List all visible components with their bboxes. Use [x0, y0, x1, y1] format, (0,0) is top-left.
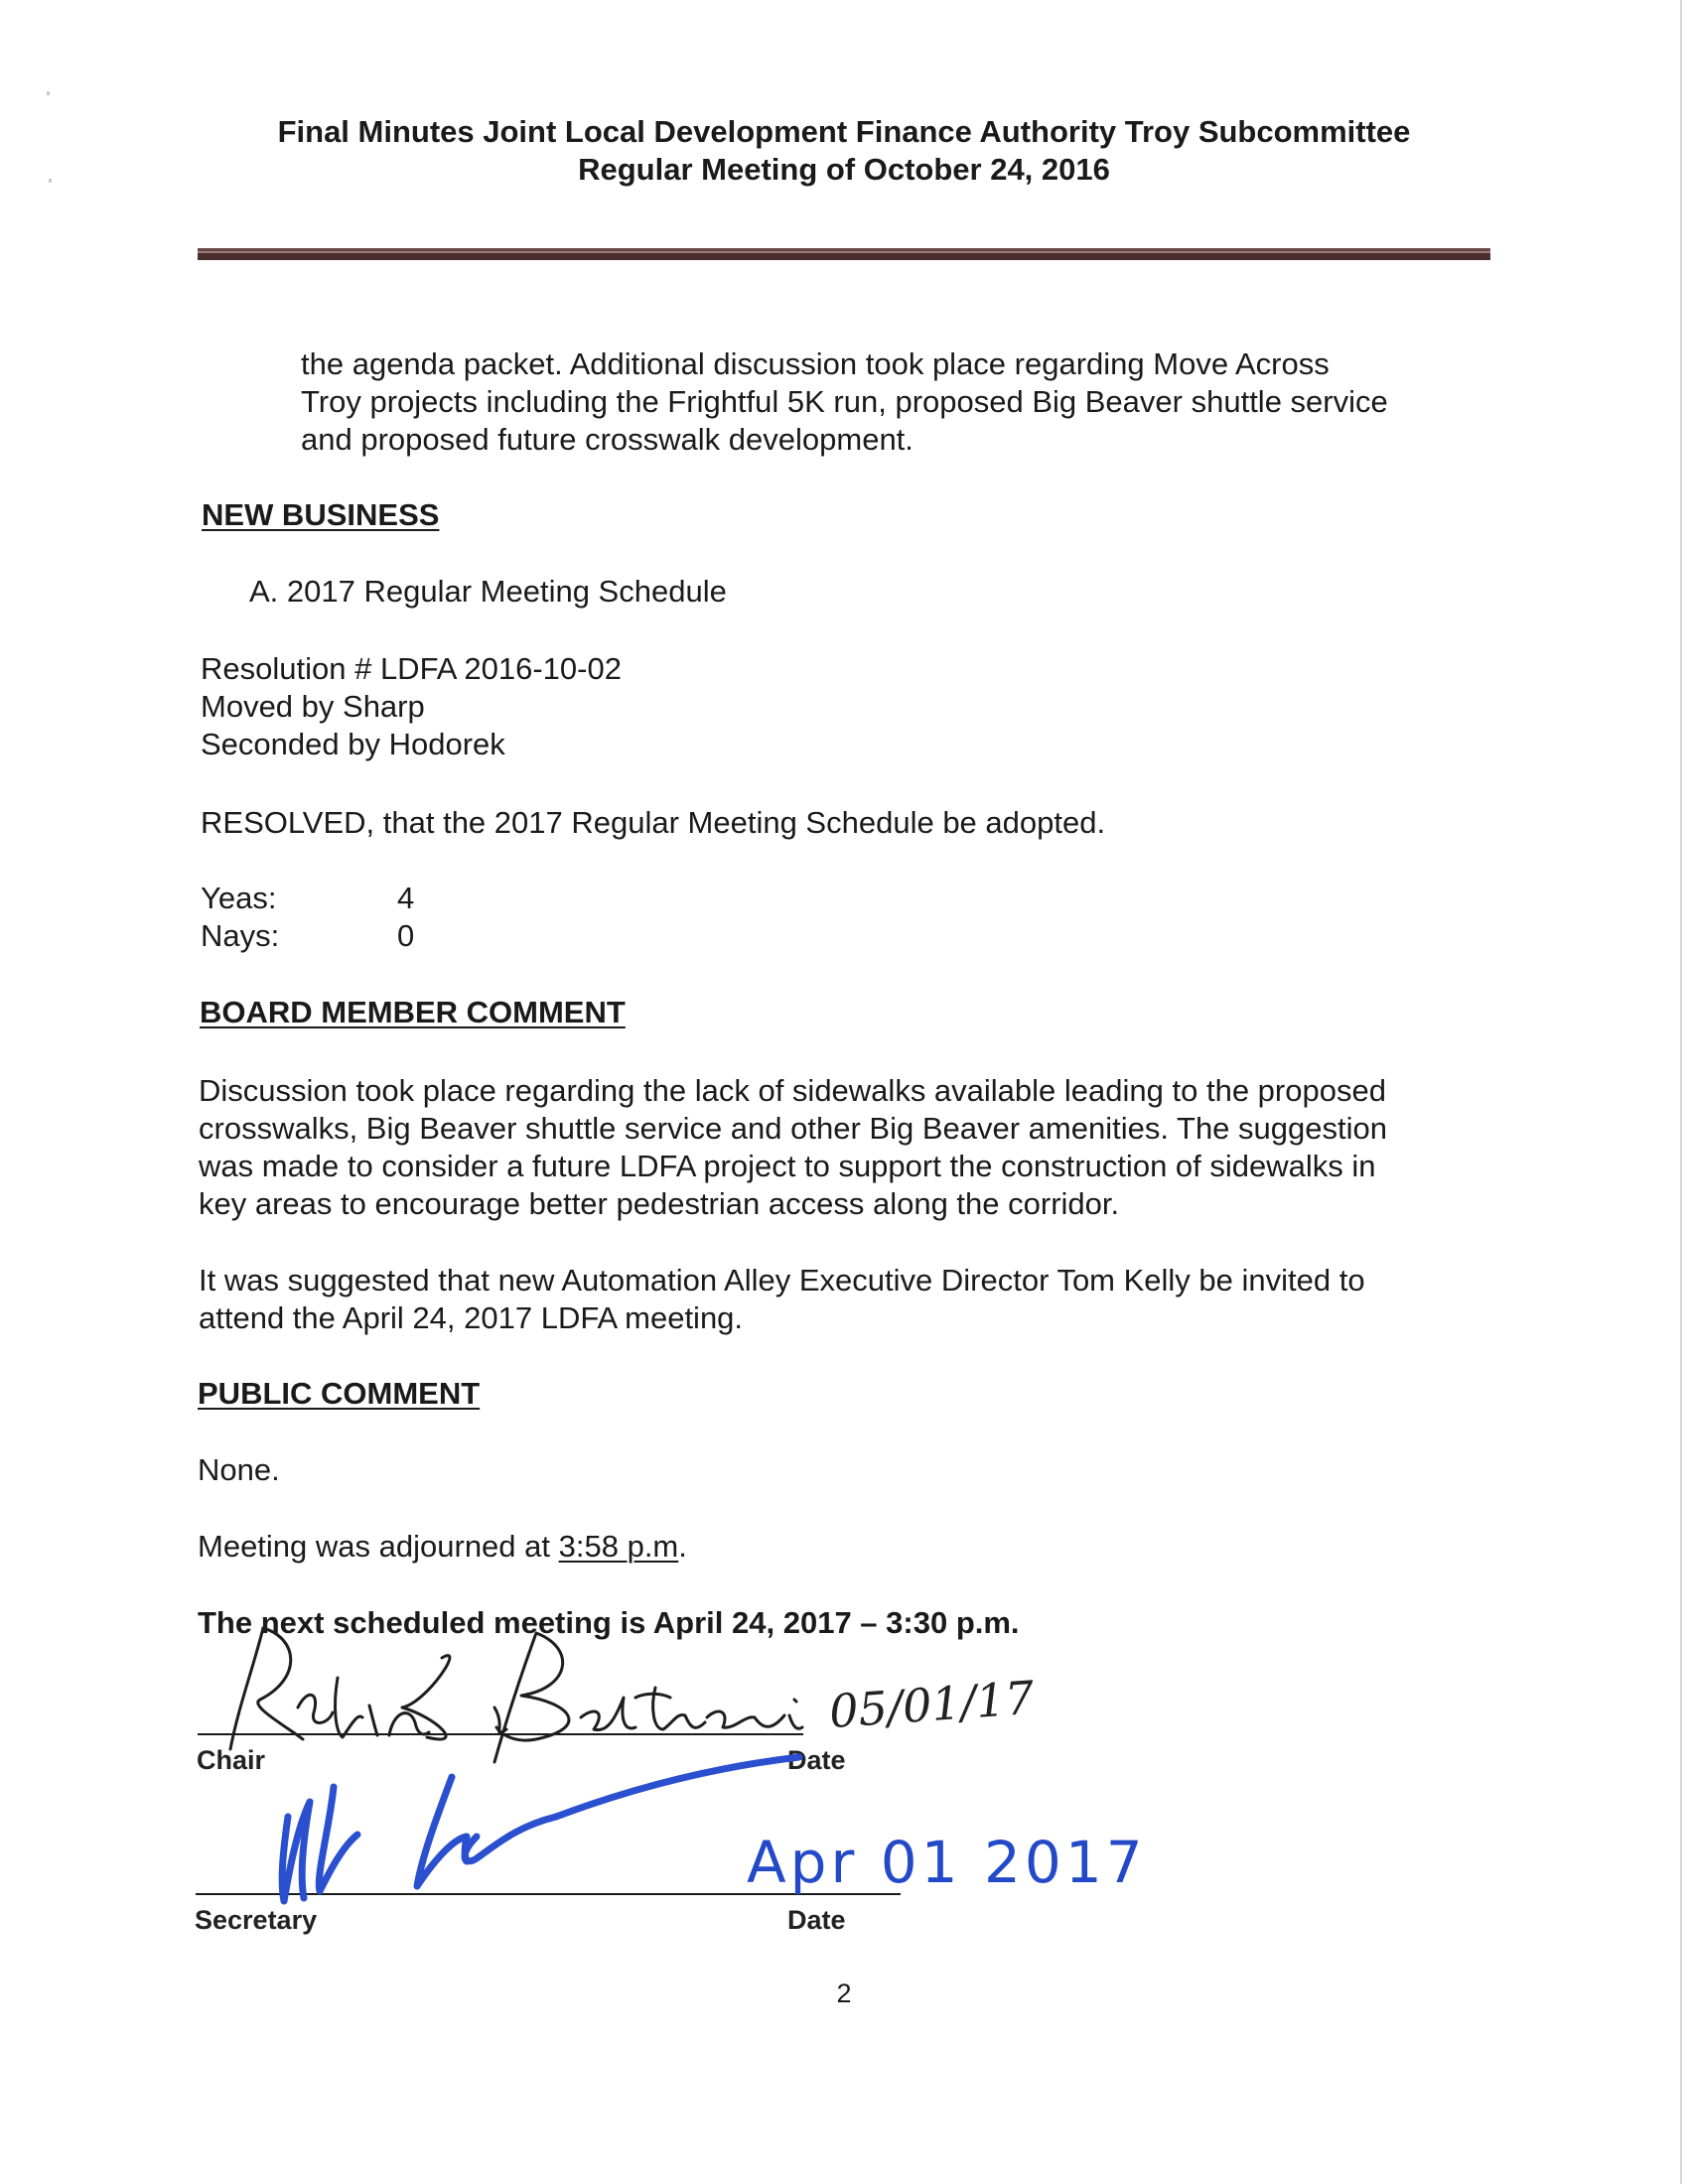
public-comment-text: None. — [198, 1452, 280, 1487]
new-business-heading: NEW BUSINESS — [202, 497, 440, 532]
board-comment-heading: BOARD MEMBER COMMENT — [200, 995, 626, 1029]
new-business-item: A. 2017 Regular Meeting Schedule — [249, 574, 727, 609]
adjourn-suffix: . — [678, 1529, 687, 1564]
board-comment-line: was made to consider a future LDFA project to support the construction of sidewalks in — [199, 1149, 1376, 1183]
header-subtitle: Regular Meeting of October 24, 2016 — [578, 152, 1110, 187]
secretary-label: Secretary — [195, 1905, 318, 1935]
chair-date-handwritten: 05/01/17 — [827, 1670, 1037, 1739]
secretary-signature-ink — [282, 1757, 799, 1901]
adjourn-time: 3:58 p.m — [558, 1529, 679, 1564]
vote-value: 4 — [397, 881, 415, 915]
chair-signature-ink — [230, 1628, 802, 1762]
page-edge-line — [1680, 0, 1682, 2184]
chair-date-label: Date — [787, 1745, 846, 1775]
next-meeting-text: The next scheduled meeting is April 24, 2017 – 3:30 p.m. — [198, 1605, 1020, 1640]
seconded-by: Seconded by Hodorek — [201, 727, 505, 761]
resolved-text: RESOLVED, that the 2017 Regular Meeting Schedule be adopted. — [201, 805, 1106, 840]
scan-speck — [49, 179, 52, 183]
continuation-line: and proposed future crosswalk development. — [301, 422, 914, 457]
board-comment-line: Discussion took place regarding the lack of sidewalks available leading to the proposed — [199, 1073, 1386, 1108]
continuation-line: Troy projects including the Frightful 5K run, proposed Big Beaver shuttle service — [301, 384, 1388, 419]
header-title: Final Minutes Joint Local Development Finance Authority Troy Subcommittee — [277, 114, 1411, 149]
scan-speck — [47, 91, 50, 95]
page-number: 2 — [836, 1979, 852, 2008]
header-rule — [198, 248, 1490, 260]
secretary-date-label: Date — [787, 1905, 846, 1935]
chair-signature-line — [198, 1733, 803, 1735]
vote-label: Yeas: — [201, 881, 277, 915]
continuation-line: the agenda packet. Additional discussion took place regarding Move Across — [301, 346, 1330, 381]
public-comment-heading: PUBLIC COMMENT — [198, 1376, 481, 1411]
resolution-number: Resolution # LDFA 2016-10-02 — [201, 651, 622, 686]
vote-value: 0 — [397, 918, 415, 953]
board-comment-line: It was suggested that new Automation Alley Executive Director Tom Kelly be invited to — [199, 1263, 1365, 1297]
secretary-date-handwritten: Apr 01 2017 — [747, 1829, 1147, 1896]
document-header — [199, 113, 1489, 189]
adjourn-prefix: Meeting was adjourned at — [198, 1529, 559, 1564]
adjourn-text — [198, 1528, 687, 1566]
vote-label: Nays: — [201, 918, 280, 953]
chair-label: Chair — [197, 1745, 266, 1775]
board-comment-line: attend the April 24, 2017 LDFA meeting. — [199, 1300, 744, 1335]
moved-by: Moved by Sharp — [201, 689, 425, 724]
board-comment-line: key areas to encourage better pedestrian access along the corridor. — [199, 1186, 1120, 1221]
board-comment-line: crosswalks, Big Beaver shuttle service and other Big Beaver amenities. The suggestion — [199, 1111, 1387, 1146]
